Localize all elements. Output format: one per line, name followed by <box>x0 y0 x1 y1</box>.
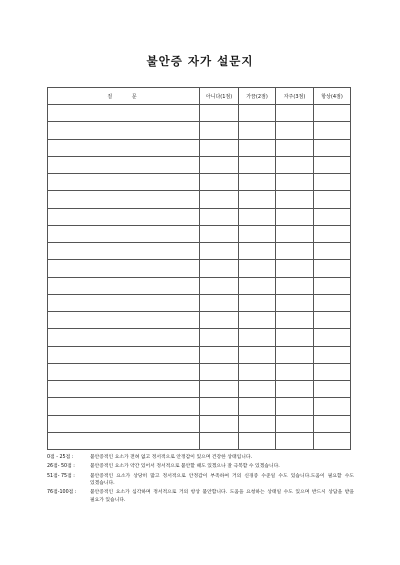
answer-cell-always <box>314 208 351 225</box>
answer-cell-never <box>200 243 239 260</box>
question-cell <box>48 174 200 191</box>
answer-cell-always <box>314 225 351 242</box>
answer-cell-always <box>314 156 351 173</box>
answer-cell-always <box>314 346 351 363</box>
answer-cell-sometimes <box>239 139 276 156</box>
table-row <box>48 122 351 139</box>
answer-cell-often <box>276 174 314 191</box>
answer-cell-often <box>276 105 314 122</box>
question-cell <box>48 294 200 311</box>
answer-cell-sometimes <box>239 312 276 329</box>
question-cell <box>48 381 200 398</box>
answer-cell-often <box>276 191 314 208</box>
question-cell <box>48 105 200 122</box>
answer-cell-always <box>314 139 351 156</box>
table-row <box>48 277 351 294</box>
score-range: 26점- 50점 : <box>47 464 75 470</box>
answer-cell-sometimes <box>239 346 276 363</box>
question-cell <box>48 225 200 242</box>
answer-cell-often <box>276 208 314 225</box>
answer-cell-always <box>314 381 351 398</box>
answer-cell-always <box>314 363 351 380</box>
scoring-guide <box>47 454 354 506</box>
question-cell <box>48 398 200 415</box>
answer-cell-never <box>200 191 239 208</box>
question-cell <box>48 156 200 173</box>
answer-cell-sometimes <box>239 105 276 122</box>
question-cell <box>48 260 200 277</box>
answer-cell-often <box>276 346 314 363</box>
answer-cell-sometimes <box>239 329 276 346</box>
table-row <box>48 294 351 311</box>
question-cell <box>48 277 200 294</box>
answer-cell-often <box>276 225 314 242</box>
table-row <box>48 432 351 449</box>
answer-cell-always <box>314 122 351 139</box>
answer-cell-never <box>200 174 239 191</box>
answer-cell-often <box>276 415 314 432</box>
answer-cell-always <box>314 398 351 415</box>
table-row <box>48 312 351 329</box>
answer-cell-often <box>276 243 314 260</box>
table-body <box>48 105 351 450</box>
answer-cell-often <box>276 277 314 294</box>
score-entry <box>47 463 354 471</box>
answer-cell-never <box>200 208 239 225</box>
question-cell <box>48 191 200 208</box>
answer-cell-often <box>276 432 314 449</box>
question-cell <box>48 139 200 156</box>
question-cell <box>48 312 200 329</box>
question-cell <box>48 329 200 346</box>
answer-cell-often <box>276 294 314 311</box>
answer-cell-never <box>200 398 239 415</box>
score-entry <box>47 473 354 488</box>
answer-cell-often <box>276 260 314 277</box>
column-header-question: 질 문 <box>48 88 200 105</box>
answer-cell-sometimes <box>239 225 276 242</box>
score-range: 0점 - 25점 : <box>47 455 74 460</box>
score-description: 불안증적인 요소가 상당히 많고 정서적으로 안정감이 부족하여 거의 신경증 수준일 수도 있습니다.도움이 필요할 수도 있겠습니다. <box>90 473 354 487</box>
table-row <box>48 398 351 415</box>
answer-cell-sometimes <box>239 174 276 191</box>
answer-cell-often <box>276 312 314 329</box>
score-description: 불안증적인 요소가 심각하며 정서적으로 거의 항상 불안합니다. 도움을 요청하는 상태일 수도 있으며 반드시 상담을 받을 필요가 있습니다. <box>90 490 354 504</box>
answer-cell-sometimes <box>239 122 276 139</box>
table-row <box>48 174 351 191</box>
answer-cell-sometimes <box>239 243 276 260</box>
answer-cell-sometimes <box>239 294 276 311</box>
page-title: 불안증 자가 설문지 <box>146 54 254 68</box>
answer-cell-always <box>314 415 351 432</box>
answer-cell-never <box>200 139 239 156</box>
score-entry <box>47 489 354 504</box>
answer-cell-never <box>200 122 239 139</box>
answer-cell-never <box>200 329 239 346</box>
table-row <box>48 156 351 173</box>
answer-cell-always <box>314 191 351 208</box>
answer-cell-always <box>314 312 351 329</box>
answer-cell-always <box>314 105 351 122</box>
table-row <box>48 191 351 208</box>
score-range: 51점- 75점 : <box>47 473 75 479</box>
answer-cell-sometimes <box>239 432 276 449</box>
table-row <box>48 105 351 122</box>
question-cell <box>48 122 200 139</box>
column-header-sometimes: 가끔(2점) <box>239 88 276 105</box>
answer-cell-never <box>200 363 239 380</box>
answer-cell-never <box>200 225 239 242</box>
answer-cell-never <box>200 312 239 329</box>
answer-cell-often <box>276 122 314 139</box>
table-row <box>48 329 351 346</box>
question-cell <box>48 346 200 363</box>
table-row <box>48 363 351 380</box>
answer-cell-never <box>200 294 239 311</box>
answer-cell-often <box>276 381 314 398</box>
answer-cell-never <box>200 277 239 294</box>
answer-cell-often <box>276 156 314 173</box>
answer-cell-sometimes <box>239 260 276 277</box>
answer-cell-sometimes <box>239 277 276 294</box>
table-row <box>48 260 351 277</box>
answer-cell-never <box>200 415 239 432</box>
question-cell <box>48 363 200 380</box>
question-cell <box>48 415 200 432</box>
answer-cell-sometimes <box>239 208 276 225</box>
answer-cell-never <box>200 381 239 398</box>
question-cell <box>48 432 200 449</box>
score-entry <box>47 454 354 462</box>
answer-cell-sometimes <box>239 363 276 380</box>
table-header-row <box>48 88 351 105</box>
question-cell <box>48 243 200 260</box>
table-row <box>48 381 351 398</box>
answer-cell-never <box>200 156 239 173</box>
survey-table <box>47 87 351 450</box>
answer-cell-never <box>200 260 239 277</box>
answer-cell-often <box>276 139 314 156</box>
answer-cell-always <box>314 294 351 311</box>
answer-cell-never <box>200 432 239 449</box>
answer-cell-sometimes <box>239 191 276 208</box>
answer-cell-always <box>314 260 351 277</box>
column-header-often: 자주(3점) <box>276 88 314 105</box>
answer-cell-often <box>276 398 314 415</box>
answer-cell-always <box>314 432 351 449</box>
answer-cell-sometimes <box>239 415 276 432</box>
score-description: 불안증적인 요소가 약간 있어서 정서적으로 불안할 때도 있겠으나 잘 극복할 수 있겠습니다. <box>90 464 280 470</box>
table-row <box>48 208 351 225</box>
table-row <box>48 243 351 260</box>
column-header-always: 항상(4점) <box>314 88 351 105</box>
answer-cell-always <box>314 174 351 191</box>
answer-cell-often <box>276 363 314 380</box>
column-header-never: 아니다(1점) <box>200 88 239 105</box>
answer-cell-sometimes <box>239 156 276 173</box>
table-row <box>48 415 351 432</box>
answer-cell-always <box>314 277 351 294</box>
answer-cell-sometimes <box>239 398 276 415</box>
answer-cell-often <box>276 329 314 346</box>
table-row <box>48 346 351 363</box>
answer-cell-always <box>314 329 351 346</box>
score-description: 불안증적인 요소가 전혀 없고 정서적으로 안정감이 있으며 건강한 상태입니다. <box>90 455 253 460</box>
answer-cell-sometimes <box>239 381 276 398</box>
score-range: 76점-100점 : <box>47 490 77 496</box>
answer-cell-never <box>200 105 239 122</box>
question-cell <box>48 208 200 225</box>
table-row <box>48 139 351 156</box>
answer-cell-always <box>314 243 351 260</box>
answer-cell-never <box>200 346 239 363</box>
table-row <box>48 225 351 242</box>
